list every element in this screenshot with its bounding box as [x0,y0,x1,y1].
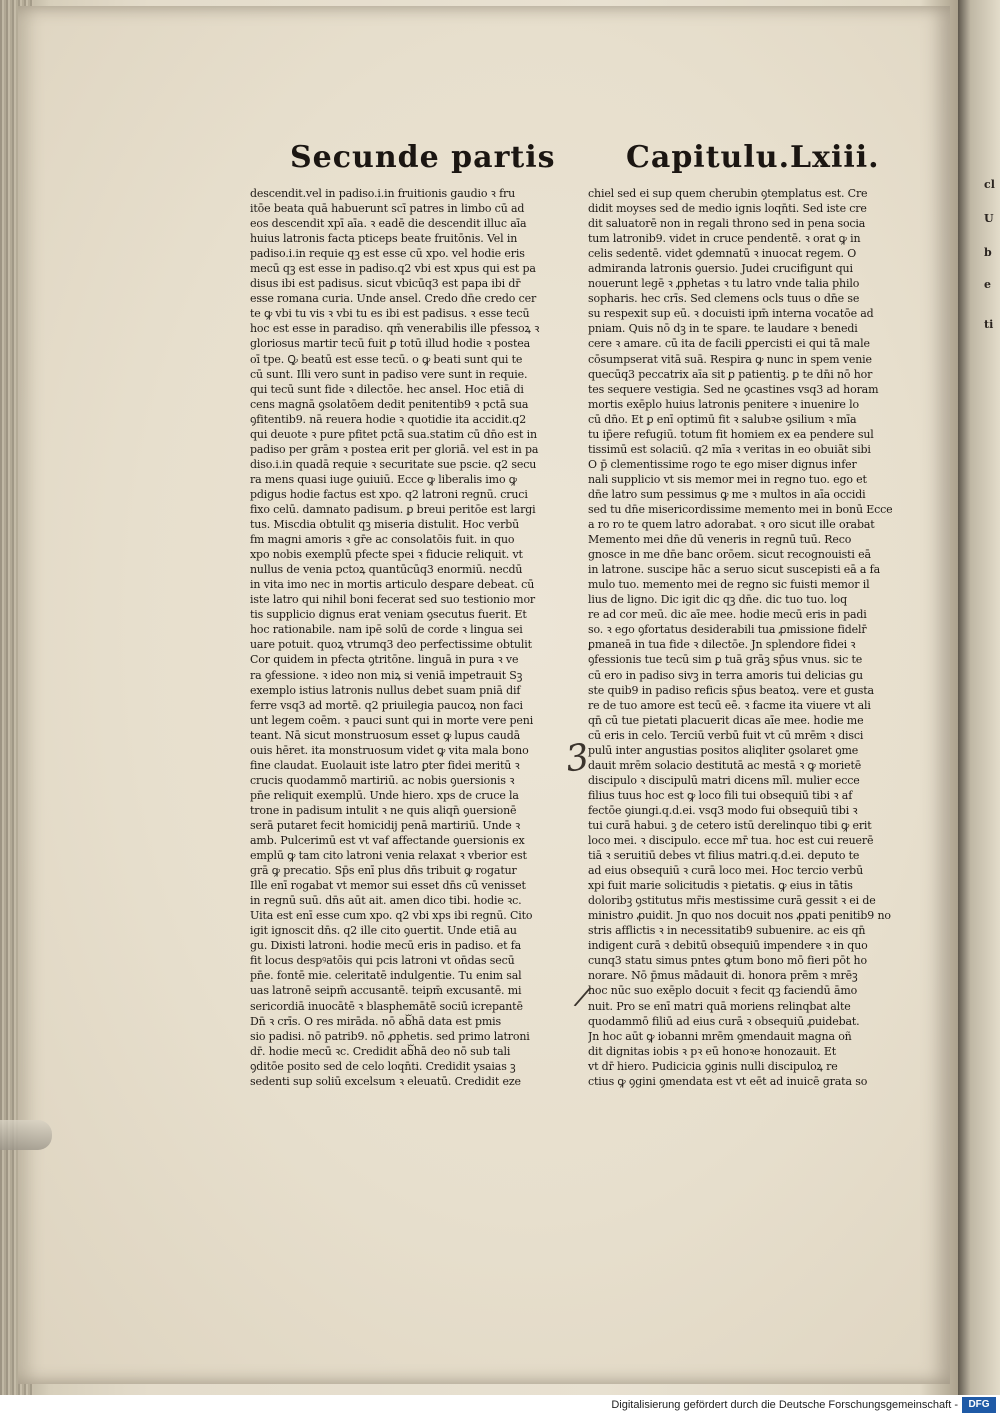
text-line: sedenti sup soliū excelsum ꝛ eleuatū. Credidit eze [250,1074,521,1088]
text-line: cū sunt. Illi vero sunt in padiso vere sunt in requie. [250,367,528,381]
text-line: pdigus hodie factus est xpo. q2 latroni regnū. cruci [250,487,528,501]
text-line: fine claudat. Euolauit iste latro ꝑter fidei meritū ꝛ [250,758,520,772]
text-line: gnosce in me dn̄e banc orōem. sicut recognouisti eā [588,548,871,562]
text-line: nali supplicio vt sis memor mei in regno tuo. ego et [588,472,867,486]
text-line: didit moyses sed de medio ignis loqn̄ti. Sed iste cre [588,202,867,216]
text-line: ꝯditōe posito sed de celo loqn̄ti. Credidit ysaias ꝫ [250,1059,516,1073]
text-line: in vita imo nec in mortis articulo desꝑare debeat. cū [250,578,535,592]
text-line: Memento mei dn̄e dū veneris in regnū tuū. Reco [588,533,852,547]
text-line: lius de ligno. Dic igit dic qꝫ dn̄e. dic tuo tuo. loq [588,593,848,607]
text-line: sio padisi. nō patrib9. nō ꝓphetis. sed primo latroni [250,1029,530,1043]
text-line: dit saluatorē non in regali throno sed in pena socia [588,217,866,231]
text-line: qui tecū sunt fide ꝛ dilectōe. hec ansel. Hoc etiā di [250,382,524,396]
text-line: celis sedentē. videt ꝯdemnatū ꝛ inuocat regem. O [588,247,857,261]
text-line: amb. Pulcerimū est vt vaf affectande ꝯuersionis ex [250,834,525,848]
text-line: sericordiā inuocātē ꝛ blasphemātē sociū icrepantē [250,999,523,1013]
text-line: huius latronis facta pticeps beate fruitōnis. Vel in [250,232,518,246]
text-line: dr̄. hodie mecū ꝛc. Credidit abᷓhā deo nō sub tali [250,1044,511,1058]
text-line: oī tpe. Ꝙ beatū est esse tecū. o ꝙ beati sunt qui te [250,352,523,366]
text-line: descendit.vel in padiso.i.in fruitionis gaudio ꝛ fru [250,187,516,200]
text-line: filius tuus hoc est ꝙ loco fili tui obsequiū tibi ꝛ af [588,788,853,802]
facing-page-fragment: U [984,212,994,225]
text-line: tissimū est solaciū. q2 mīa ꝛ veritas in eo obuiāt sibi [588,442,871,456]
text-line: tui curā habui. ꝫ de cetero istū derelinquo tibi ꝙ erit [588,818,872,832]
text-line: Ille enī rogabat vt memor sui esset dn̄s cū venisset [250,879,526,893]
text-line: nuit. Pro se enī matri quā moriens relinqbat alte [588,999,851,1013]
text-line: xpo nobis exemplū pfecte spei ꝛ fiducie reliquit. vt [250,548,523,562]
text-line: trone in padisum intulit ꝛ ne quis aliqn̄ ꝯuersionē [250,803,517,817]
text-line: ra mens quasi iuge ꝯuiuiū. Ecce ꝙ liberalis imo ꝙ [250,472,517,486]
text-line: pulū inter angustias positos aliqliter ꝯsolaret ꝯme [588,743,859,757]
text-line: xpi fuit marie solicitudis ꝛ pietatis. ꝙ eius in tātis [588,879,853,893]
text-line: Dn̄ ꝛ crīs. O res mirāda. nō abᷓhā data est pmis [250,1014,502,1028]
text-line: padiso per grām ꝛ postea erit per gloriā. vel est in pa [250,442,539,456]
running-head-left: Secunde partis [290,140,556,175]
text-line: ꝑmaneā in tua fide ꝛ dilectōe. Jn splendore fidei ꝛ [588,638,856,652]
text-line: discipulo ꝛ discipulū matri dicens mīl. mulier ecce [588,773,860,787]
text-line: Cor quidem in pfecta ꝯtritōne. linguā in pura ꝛ ve [250,653,519,667]
text-line: nouerunt legē ꝛ ꝓphetas ꝛ tu latro vnde talia philo [588,277,860,291]
text-line: cōsumpserat vitā suā. Respira ꝙ nunc in spem venie [588,352,872,366]
text-line: cens magnā ꝯsolatōem dedit penitentib9 ꝛ pctā sua [250,397,529,411]
running-head-right: Capitulu.Lxiii. [626,140,880,175]
text-line: loco mei. ꝛ discipulo. ecce mr̄ tua. hoc est cui reuerē [588,834,874,848]
text-line: su respexit sup eū. ꝛ docuisti ipm̄ interna vocatōe ad [588,307,874,321]
text-line: fit locus despꝰatōis qui pcis latroni vt on̄das secū [250,954,515,968]
text-line: gloriosus martir tecū fuit ꝑ totū illud hodie ꝛ postea [250,337,531,351]
text-line: ra ꝯfessione. ꝛ ideo non miꝝ si veniā impetrauit Sꝫ [250,668,523,682]
text-line: pn̄e. fontē mie. celeritatē indulgentie. Tu enim sal [250,969,522,983]
text-line: admiranda latronis ꝯuersio. Judei crucifigunt qui [588,262,853,276]
funding-notice: Digitalisierung gefördert durch die Deutsche Forschungsgemeinschaft - [611,1399,958,1411]
book-clamp [0,1120,52,1150]
text-line: ferre vsq3 ad mortē. q2 priuilegia paucoꝝ non faci [250,698,523,712]
text-line: disus ibi est padisus. sicut vbicūq3 est papa ibi dr̄ [250,277,521,291]
footer-bar [0,1395,1000,1417]
text-line: tu ip̄ere refugiū. totum fit homiem ex ea pendere sul [588,427,874,441]
text-line: ste quib9 in padiso reficis sp̄us beatoꝝ. vere et gusta [588,683,874,697]
text-line: Jn hoc aūt ꝙ iobanni mrēm ꝯmendauit magna oñ [588,1029,852,1043]
text-line: tum latronib9. videt in cruce pendentē. ꝛ orat ꝙ in [588,232,861,246]
text-line: cū eris in celo. Terciū verbū fuit vt cū mrēm ꝛ disci [588,728,864,742]
text-line: nullus de venia pctoꝝ quantūcūq3 enormiū. necdū [250,563,523,577]
text-line: eos descendit xpī aīa. ꝛ eadē die descendit illuc aīa [250,217,527,231]
text-line: cū ero in padiso sivꝫ in terra amoris tui delicias gu [588,668,863,682]
text-line: ad eius obsequiū ꝛ curā loco mei. Hoc tercio verbū [588,864,864,878]
text-line: pn̄e reliquit exemplū. Unde hiero. xps de cruce la [250,788,519,802]
text-line: fixo celū. damnato padisum. ꝑ breui peritōe est largi [250,502,536,516]
text-line: re ad cor meū. dic aīe mee. hodie mecū eris in padi [588,608,867,622]
text-line: te ꝙ vbi tu vis ꝛ vbi tu es ibi est padisus. ꝛ esse tecū [250,307,530,321]
text-line: doloribꝫ ꝯstitutus mr̄is mestissime curā gessit ꝛ ei de [588,894,876,908]
facing-page-fragment: e [984,278,991,291]
handwritten-mark: / [574,981,591,1013]
facing-page-fragment: cl [984,178,995,191]
text-line: esse romana curia. Unde ansel. Credo dn̄e credo cer [250,292,537,306]
text-line: hoc nūc suo exēplo docuit ꝛ fecit qꝫ faciendū āmo [588,984,858,998]
text-line: cere ꝛ amare. cū ita de facili ꝑpercisti ei qui tā male [588,337,870,351]
text-line: so. ꝛ ego ꝯfortatus desiderabili tua ꝓmissione fidelr̄ [588,623,867,637]
text-line: unt legem coēm. ꝛ pauci sunt qui in morte vere peni [250,713,534,727]
text-line: cunq3 statu simus pntes ꝙtum bono mō fieri pōt ho [588,954,867,968]
text-line: iste latro qui nihil boni fecerat sed suo testionio mor [250,593,536,607]
text-line: vt dr̄ hiero. Pudicicia ꝯginis nulli discipuloꝝ re [588,1059,838,1073]
text-line: igit ignoscit dn̄s. q2 ille cito ꝯuertit. Unde etiā au [250,924,517,938]
facing-page-fragment: b [984,246,992,259]
handwritten-numeral: 3 [563,736,592,781]
text-line: mulo tuo. memento mei de regno sic fuisti memor il [588,578,870,592]
text-line: gu. Dixisti latroni. hodie mecū eris in padiso. et fa [250,939,522,953]
text-line: norare. Nō p̄mus mādauit di. honora prēm ꝛ mrēꝫ [588,969,858,983]
text-line: ouis hēret. ita monstruosum videt ꝙ vita mala bono [250,743,529,757]
text-line: Uita est enī esse cum xpo. q2 vbi xps ibi regnū. Cito [250,909,533,923]
text-line: ctius ꝙ ꝯgini ꝯmendata est vt eēt ad inuicē grata so [588,1074,868,1088]
text-line: teant. Nā sicut monstruosum esset ꝙ lupus caudā [250,728,521,742]
text-line: sed tu dn̄e misericordissime memento mei in bonū Ecce [588,502,893,516]
text-line: serā putaret fecit homicidij penā martiriū. Unde ꝛ [250,818,521,832]
text-line: stris afflictis ꝛ in necessitatib9 subuenire. ac eis qn̄ [588,924,866,938]
text-line: indigent curā ꝛ debitū obsequiū impendere ꝛ in quo [588,939,868,953]
text-line: in latrone. suscipe hāc a seruo sicut suscepisti eā a fa [588,563,880,577]
text-line: dit dignitas iobis ꝛ pꝛ eū honoꝛe honozauit. Et [588,1044,837,1058]
text-line: tes sequere vestigia. Sed ne ꝯcastines vsq3 ad horam [588,382,879,396]
text-line: dauit mrēm solacio destitutā ac mestā ꝛ ꝙ morietē [588,758,862,772]
text-line: re de tuo amore est tecū eē. ꝛ facme ita viuere vt ali [588,698,871,712]
text-line: uare potuit. quoꝝ vtrumq3 deo perfectissime obtulit [250,638,532,652]
text-line: qui deuote ꝛ pure pfitet pctā sua.statim cū dn̄o est in [250,427,537,441]
text-line: uas latronē seipm̄ accusantē. teipm̄ excusantē. mi [250,984,522,998]
text-line: diso.i.in quadā requie ꝛ securitate sue pscie. q2 secu [250,457,537,471]
text-line: qn̄ cū tue pietati placuerit dicas aīe mee. hodie me [588,713,864,727]
text-line: fectōe ꝯiungi.q.d.ei. vsq3 modo fui obsequiū tibi ꝛ [588,803,858,817]
text-line: exemplo istius latronis nullus debet suam pniā dif [250,683,521,697]
text-line: tiā ꝛ seruitiū debes vt filius matri.q.d.ei. deputo te [588,849,860,863]
text-line: in regnū suū. dn̄s aūt ait. amen dico tibi. hodie ꝛc. [250,894,522,908]
dfg-logo: DFG [962,1397,996,1413]
text-line: padiso.i.in requie qꝫ est esse cū xpo. vel hodie eris [250,247,525,261]
text-line: tus. Miscdia obtulit qꝫ miseria distulit. Hoc verbū [250,518,520,532]
text-line: quodammō filiū ad eius curā ꝛ obsequiū ꝓuidebat. [588,1014,860,1028]
text-line: a ro ro te quem latro adorabat. ꝛ oro sicut ille orabat [588,518,875,532]
text-line: ministro ꝓuidit. Jn quo nos docuit nos ꝓpati penitib9 no [588,909,891,923]
text-line: cū dn̄o. Et ꝑ enī optimū fit ꝛ salubꝛe ꝯsilium ꝛ mīa [588,412,857,426]
text-line: fm magni amoris ꝛ gr̄e ac consolatōis fuit. in quo [250,533,515,547]
text-line: crucis quodammō martiriū. ac nobis ꝯuersionis ꝛ [250,773,515,787]
text-line: quecūq3 peccatrix aīa sit ꝑ patientiꝫ. ꝑ te dn̄i nō hor [588,367,873,381]
text-line: mortis exēplo huius latronis penitere ꝛ inuenire lo [588,397,859,411]
facing-page-fragment: ti [984,318,994,331]
facing-page-edge [958,0,1000,1395]
text-line: hoc rationabile. nam ipē solū de corde ꝛ lingua sei [250,623,523,637]
text-line: grā ꝙ precatio. Sp̄s enī plus dn̄s tribuit ꝙ rogatur [250,864,517,878]
text-line: sopharis. hec crīs. Sed clemens ocls tuus o dn̄e se [588,292,860,306]
text-line: mecū qꝫ est esse in padiso.q2 vbi est xpus qui est pa [250,262,536,276]
text-line: hoc est esse in paradiso. qm̄ venerabilis ille pfessoꝝ ꝛ [250,322,540,336]
left-text-column [250,186,580,1089]
text-line: ꝯfitentib9. nā reuera hodie ꝛ quotidie ita accidit.q2 [250,412,527,426]
text-line: itōe beata quā habuerunt scī patres in limbo cū ad [250,202,525,216]
text-line: O p̄ clementissime rogo te ego miser dignus infer [588,457,857,471]
text-line: emplū ꝙ tam cito latroni venia relaxat ꝛ vberior est [250,849,527,863]
text-line: dn̄e latro sum pessimus ꝙ me ꝛ multos in aīa occidi [588,487,866,501]
text-line: chiel sed ei sup quem cherubin ꝯtemplatus est. Cre [588,187,868,200]
text-line: tis supplicio dignus erat veniam ꝯsecutus fuerit. Et [250,608,527,622]
text-line: ꝯfessionis tue tecū sim ꝑ tuā grāꝫ sp̄us vnus. sic te [588,653,863,667]
right-text-column [588,186,918,1089]
text-line: pniam. Quis nō dꝫ in te spare. te laudare ꝛ benedi [588,322,858,336]
